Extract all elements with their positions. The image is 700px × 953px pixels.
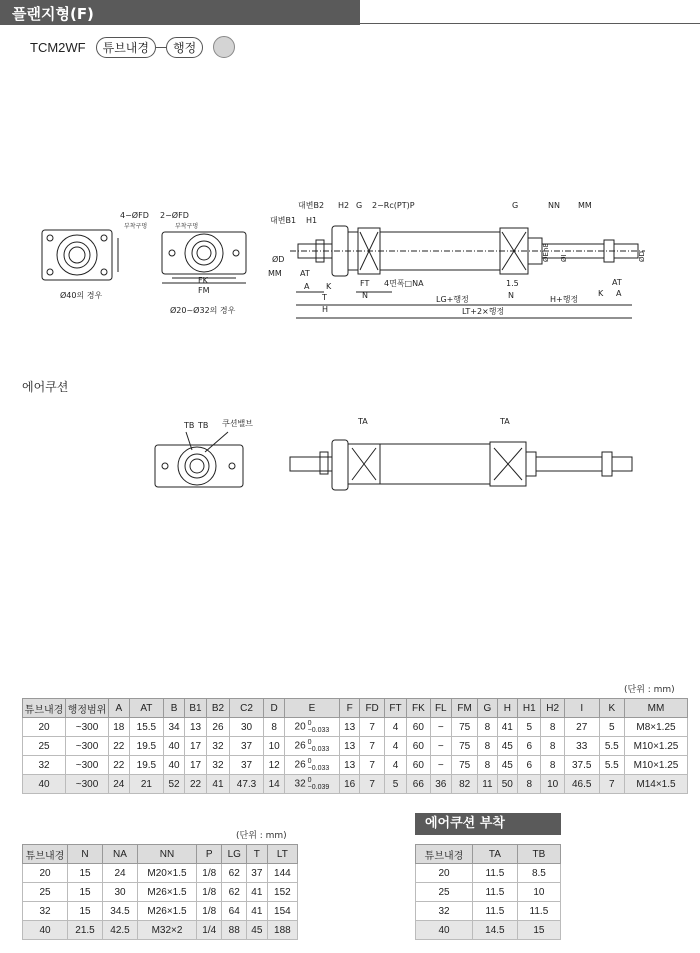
spec-row-cell: 40 — [23, 775, 66, 794]
d-label: ØD — [272, 255, 285, 264]
e-value: 32 — [294, 778, 306, 790]
mm2-label: MM — [578, 201, 592, 210]
cushion-row-cell: 11.5 — [473, 864, 518, 883]
spec-row-cell: 27 — [564, 718, 599, 737]
port-row-cell: 32 — [23, 902, 68, 921]
spec-row-cell: 11 — [478, 775, 497, 794]
spec-row-cell: 6 — [518, 737, 541, 756]
spec-header: G — [478, 699, 497, 718]
port-row-cell: 24 — [103, 864, 138, 883]
spec-header: MM — [625, 699, 688, 718]
option-circle — [213, 36, 235, 58]
e-tolerance — [308, 739, 330, 753]
b1-label: 대변B1 — [270, 216, 297, 225]
h-label: H — [322, 305, 329, 314]
spec-row-cell: 7 — [360, 737, 384, 756]
cushion-row — [416, 921, 561, 940]
cushion-row-cell: 40 — [416, 921, 473, 940]
port-row-cell: 188 — [267, 921, 297, 940]
spec-row-cell: 22 — [109, 756, 130, 775]
port-row-cell: 42.5 — [103, 921, 138, 940]
spec-row-cell: 5.5 — [599, 756, 624, 775]
spec-row-cell: 20 — [23, 718, 66, 737]
port-row — [23, 902, 298, 921]
spec-row-cell: 15.5 — [129, 718, 164, 737]
spec-header: 튜브내경 — [23, 699, 66, 718]
spec-row-cell: 8 — [518, 775, 541, 794]
spec-row-cell: 8 — [478, 737, 497, 756]
spec-row-cell: 5 — [599, 718, 624, 737]
bore-pill: 튜브내경 — [96, 37, 156, 58]
port-label: 2−Rc(PT)P — [372, 201, 415, 210]
spec-header: C2 — [229, 699, 264, 718]
spec-row-cell: 8 — [541, 718, 564, 737]
cushion-table — [415, 844, 561, 940]
spec-row-cell: 6 — [518, 756, 541, 775]
spec-header: H1 — [518, 699, 541, 718]
spec-row-cell: 32 — [207, 737, 229, 756]
g2-label: G — [512, 201, 519, 210]
header-rule — [360, 23, 700, 24]
spec-row-cell: 19.5 — [129, 737, 164, 756]
cushion-section-label: 에어쿠션 — [22, 380, 69, 394]
spec-row-cell: 8 — [264, 718, 285, 737]
cushion-flange-view — [155, 432, 243, 487]
port-row-cell: 37 — [247, 864, 268, 883]
i-label: ØI — [560, 254, 568, 262]
spec-row-cell: 7 — [360, 718, 384, 737]
spec-header: B — [164, 699, 185, 718]
spec-row-cell: 75 — [452, 737, 478, 756]
spec-header: I — [564, 699, 599, 718]
spec-row-cell: ~300 — [66, 737, 109, 756]
spec-row-cell: 17 — [184, 737, 206, 756]
spec-row-cell: 10 — [264, 737, 285, 756]
b2-label: 대변B2 — [298, 201, 325, 210]
port-header: T — [247, 845, 268, 864]
port-header: NN — [138, 845, 197, 864]
spec-row — [23, 756, 688, 775]
cushion-row — [416, 883, 561, 902]
spec-row-cell: 5 — [384, 775, 406, 794]
port-row-cell: 25 — [23, 883, 68, 902]
port-row-cell: 15 — [68, 864, 103, 883]
at2-label: AT — [612, 278, 622, 287]
t-label: T — [322, 293, 327, 302]
spec-row-cell: 26 — [207, 718, 229, 737]
spec-row-cell: 40 — [164, 737, 185, 756]
ta2-label: TA — [500, 417, 510, 426]
spec-row-cell: 36 — [430, 775, 451, 794]
spec-header: H2 — [541, 699, 564, 718]
fm-label: FM — [198, 286, 210, 295]
spec-row-cell — [284, 775, 339, 794]
cushion-row-cell: 11.5 — [473, 883, 518, 902]
flange-view-40 — [42, 230, 118, 280]
cushion-header: 튜브내경 — [416, 845, 473, 864]
spec-row-cell: M14×1.5 — [625, 775, 688, 794]
a2-label: A — [616, 289, 622, 298]
fk-label: FK — [198, 276, 208, 285]
mount-hole-label-2: 부착구멍 — [175, 223, 199, 230]
page-title: 플랜지형(F) — [12, 5, 94, 23]
spec-row-cell: 33 — [564, 737, 599, 756]
port-row-cell: 1/8 — [197, 883, 222, 902]
spec-row-cell: 17 — [184, 756, 206, 775]
spec-header: E — [284, 699, 339, 718]
hs-label: H+행정 — [550, 295, 579, 304]
ft-label: FT — [360, 279, 370, 288]
spec-header: AT — [129, 699, 164, 718]
tb2-label: TB — [198, 421, 209, 430]
spec-row-cell: 34 — [164, 718, 185, 737]
spec-row-cell: − — [430, 756, 451, 775]
spec-row-cell: 66 — [407, 775, 430, 794]
page-header — [0, 0, 360, 25]
case20-32-label: Ø20~Ø32의 경우 — [170, 306, 236, 315]
spec-row-cell: 8 — [478, 718, 497, 737]
cushion-row-cell: 32 — [416, 902, 473, 921]
spec-row-cell: 32 — [207, 756, 229, 775]
port-header: N — [68, 845, 103, 864]
spec-row-cell: 13 — [339, 737, 360, 756]
port-row-cell: 30 — [103, 883, 138, 902]
dimension-drawing — [0, 195, 700, 330]
spec-row-cell: 8 — [541, 737, 564, 756]
spec-row-cell: 7 — [599, 775, 624, 794]
cushion-row-cell: 20 — [416, 864, 473, 883]
spec-row-cell: 60 — [407, 756, 430, 775]
spec-header: F — [339, 699, 360, 718]
spec-row-cell: 40 — [164, 756, 185, 775]
port-row — [23, 864, 298, 883]
port-row-cell: 40 — [23, 921, 68, 940]
spec-header: D — [264, 699, 285, 718]
nn-label: NN — [548, 201, 560, 210]
spec-row-cell: 4 — [384, 718, 406, 737]
spec-row-cell: 8 — [541, 756, 564, 775]
spec-row-cell: 12 — [264, 756, 285, 775]
spec-row-cell: ~300 — [66, 756, 109, 775]
spec-row-cell: 13 — [339, 756, 360, 775]
h2-label: H2 — [338, 201, 350, 210]
port-row-cell: 62 — [222, 883, 247, 902]
spec-row-cell: 37.5 — [564, 756, 599, 775]
spec-row-cell: ~300 — [66, 775, 109, 794]
port-row-cell: 41 — [247, 902, 268, 921]
cushion-table-title: 에어쿠션 부착 — [415, 813, 561, 835]
spec-header-row — [23, 699, 688, 718]
a-label: A — [304, 282, 310, 291]
spec-row-cell: M8×1.25 — [625, 718, 688, 737]
port-row — [23, 883, 298, 902]
spec-row-cell: 52 — [164, 775, 185, 794]
port-header: P — [197, 845, 222, 864]
v15-label: 1.5 — [506, 279, 519, 288]
spec-row — [23, 737, 688, 756]
port-header: LT — [267, 845, 297, 864]
port-header-row — [23, 845, 298, 864]
e-tolerance — [308, 758, 330, 772]
spec-row-cell: 22 — [184, 775, 206, 794]
e-tol-lower: −0.033 — [307, 765, 330, 772]
spec-row-cell: 45 — [497, 737, 518, 756]
port-row-cell: 88 — [222, 921, 247, 940]
cushion-header-row — [416, 845, 561, 864]
spec-row-cell: 25 — [23, 737, 66, 756]
mount-hole-label: 부착구멍 — [124, 223, 148, 230]
spec-row-cell: 5.5 — [599, 737, 624, 756]
d2-label: ØD — [638, 251, 646, 262]
spec-row-cell: 82 — [452, 775, 478, 794]
cushion-row-cell: 15 — [517, 921, 560, 940]
spec-row-cell: 18 — [109, 718, 130, 737]
e-label: ØEh8 — [542, 243, 550, 262]
spec-header: B1 — [184, 699, 206, 718]
port-row-cell: 64 — [222, 902, 247, 921]
port-header: NA — [103, 845, 138, 864]
port-row-cell: M32×2 — [138, 921, 197, 940]
spec-row-cell: 4 — [384, 737, 406, 756]
port-row — [23, 921, 298, 940]
fd4-label: 4−ØFD — [120, 211, 149, 220]
g-label: G — [356, 201, 363, 210]
port-row-cell: 154 — [267, 902, 297, 921]
spec-row-cell: 21 — [129, 775, 164, 794]
spec-row-cell — [284, 737, 339, 756]
e-tol-upper: 0 — [307, 758, 312, 765]
spec-row-cell: 5 — [518, 718, 541, 737]
e-value: 26 — [294, 740, 306, 752]
spec-row-cell: 16 — [339, 775, 360, 794]
valve-label: 쿠션밸브 — [222, 419, 253, 428]
spec-header: FT — [384, 699, 406, 718]
e-tol-upper: 0 — [307, 739, 312, 746]
port-row-cell: 21.5 — [68, 921, 103, 940]
spec-header: FD — [360, 699, 384, 718]
port-row-cell: 1/8 — [197, 864, 222, 883]
cushion-row-cell: 25 — [416, 883, 473, 902]
spec-row-cell: 14 — [264, 775, 285, 794]
cushion-header: TB — [517, 845, 560, 864]
e-tol-lower: −0.033 — [307, 746, 330, 753]
spec-header: B2 — [207, 699, 229, 718]
cylinder-side-view — [290, 226, 645, 318]
spec-row — [23, 775, 688, 794]
at-label: AT — [300, 269, 310, 278]
e-value: 20 — [294, 721, 306, 733]
spec-row-cell: 60 — [407, 718, 430, 737]
cushion-row-cell: 11.5 — [473, 902, 518, 921]
n-label: N — [362, 291, 368, 300]
spec-row-cell: 46.5 — [564, 775, 599, 794]
cushion-row — [416, 902, 561, 921]
spec-header: FL — [430, 699, 451, 718]
port-table — [22, 844, 298, 940]
spec-row-cell: 41 — [497, 718, 518, 737]
ta-label: TA — [358, 417, 368, 426]
spec-row-cell: 60 — [407, 737, 430, 756]
unit-note-1: (단위 : mm) — [624, 685, 675, 695]
port-row-cell: M26×1.5 — [138, 902, 197, 921]
k2-label: K — [598, 289, 604, 298]
e-tol-lower: −0.033 — [307, 727, 330, 734]
spec-row-cell: M10×1.25 — [625, 756, 688, 775]
cushion-row-cell: 14.5 — [473, 921, 518, 940]
spec-row-cell: 8 — [478, 756, 497, 775]
spec-header: A — [109, 699, 130, 718]
k-label: K — [326, 282, 332, 291]
spec-row-cell: − — [430, 718, 451, 737]
spec-row-cell: 37 — [229, 737, 264, 756]
spec-row-cell: 30 — [229, 718, 264, 737]
na-label: 4면폭□NA — [384, 279, 424, 288]
pill-connector — [156, 47, 166, 48]
e-tol-lower: −0.039 — [307, 784, 330, 791]
spec-row-cell: 45 — [497, 756, 518, 775]
spec-row-cell: 13 — [339, 718, 360, 737]
stroke-pill: 행정 — [166, 37, 203, 58]
spec-row-cell: 7 — [360, 756, 384, 775]
case40-label: Ø40의 경우 — [60, 291, 103, 300]
spec-row-cell: 47.3 — [229, 775, 264, 794]
port-row-cell: 15 — [68, 902, 103, 921]
spec-row-cell: 75 — [452, 718, 478, 737]
spec-row-cell: 13 — [184, 718, 206, 737]
spec-header: 행정범위 — [66, 699, 109, 718]
spec-header: H — [497, 699, 518, 718]
spec-row-cell — [284, 718, 339, 737]
n2-label: N — [508, 291, 514, 300]
port-row-cell: 1/4 — [197, 921, 222, 940]
fd2-label: 2−ØFD — [160, 211, 189, 220]
cushion-row-cell: 8.5 — [517, 864, 560, 883]
cushion-row-cell: 11.5 — [517, 902, 560, 921]
model-row — [30, 36, 235, 58]
cushion-side-view — [290, 440, 632, 490]
spec-row-cell: 32 — [23, 756, 66, 775]
model-code: TCM2WF — [30, 39, 86, 55]
port-header: 튜브내경 — [23, 845, 68, 864]
spec-row-cell: 10 — [541, 775, 564, 794]
port-row-cell: M26×1.5 — [138, 883, 197, 902]
h1-label: H1 — [306, 216, 318, 225]
port-row-cell: 20 — [23, 864, 68, 883]
port-row-cell: 152 — [267, 883, 297, 902]
cushion-header: TA — [473, 845, 518, 864]
port-header: LG — [222, 845, 247, 864]
lt-label: LT+2×행정 — [462, 307, 505, 316]
spec-row-cell: 22 — [109, 737, 130, 756]
spec-header: FM — [452, 699, 478, 718]
port-row-cell: 62 — [222, 864, 247, 883]
unit-note-2: (단위 : mm) — [236, 831, 287, 841]
port-row-cell: M20×1.5 — [138, 864, 197, 883]
spec-row — [23, 718, 688, 737]
spec-row-cell: 7 — [360, 775, 384, 794]
port-row-cell: 34.5 — [103, 902, 138, 921]
e-value: 26 — [294, 759, 306, 771]
spec-header: FK — [407, 699, 430, 718]
port-row-cell: 15 — [68, 883, 103, 902]
spec-row-cell: − — [430, 737, 451, 756]
spec-row-cell: 19.5 — [129, 756, 164, 775]
port-row-cell: 1/8 — [197, 902, 222, 921]
e-tol-upper: 0 — [307, 777, 312, 784]
spec-row-cell: M10×1.25 — [625, 737, 688, 756]
spec-row-cell: 4 — [384, 756, 406, 775]
port-row-cell: 41 — [247, 883, 268, 902]
spec-row-cell: 75 — [452, 756, 478, 775]
tb-label: TB — [184, 421, 195, 430]
lg-label: LG+행정 — [436, 295, 469, 304]
cushion-row-cell: 10 — [517, 883, 560, 902]
spec-header: K — [599, 699, 624, 718]
spec-row-cell: 37 — [229, 756, 264, 775]
port-row-cell: 144 — [267, 864, 297, 883]
cushion-row — [416, 864, 561, 883]
e-tolerance — [308, 720, 330, 734]
e-tolerance — [308, 777, 330, 791]
mm-label: MM — [268, 269, 282, 278]
e-tol-upper: 0 — [307, 720, 312, 727]
spec-table — [22, 698, 688, 794]
spec-row-cell — [284, 756, 339, 775]
spec-row-cell: 24 — [109, 775, 130, 794]
cushion-drawing — [0, 410, 700, 520]
spec-row-cell: 50 — [497, 775, 518, 794]
spec-row-cell: ~300 — [66, 718, 109, 737]
spec-row-cell: 41 — [207, 775, 229, 794]
port-row-cell: 45 — [247, 921, 268, 940]
